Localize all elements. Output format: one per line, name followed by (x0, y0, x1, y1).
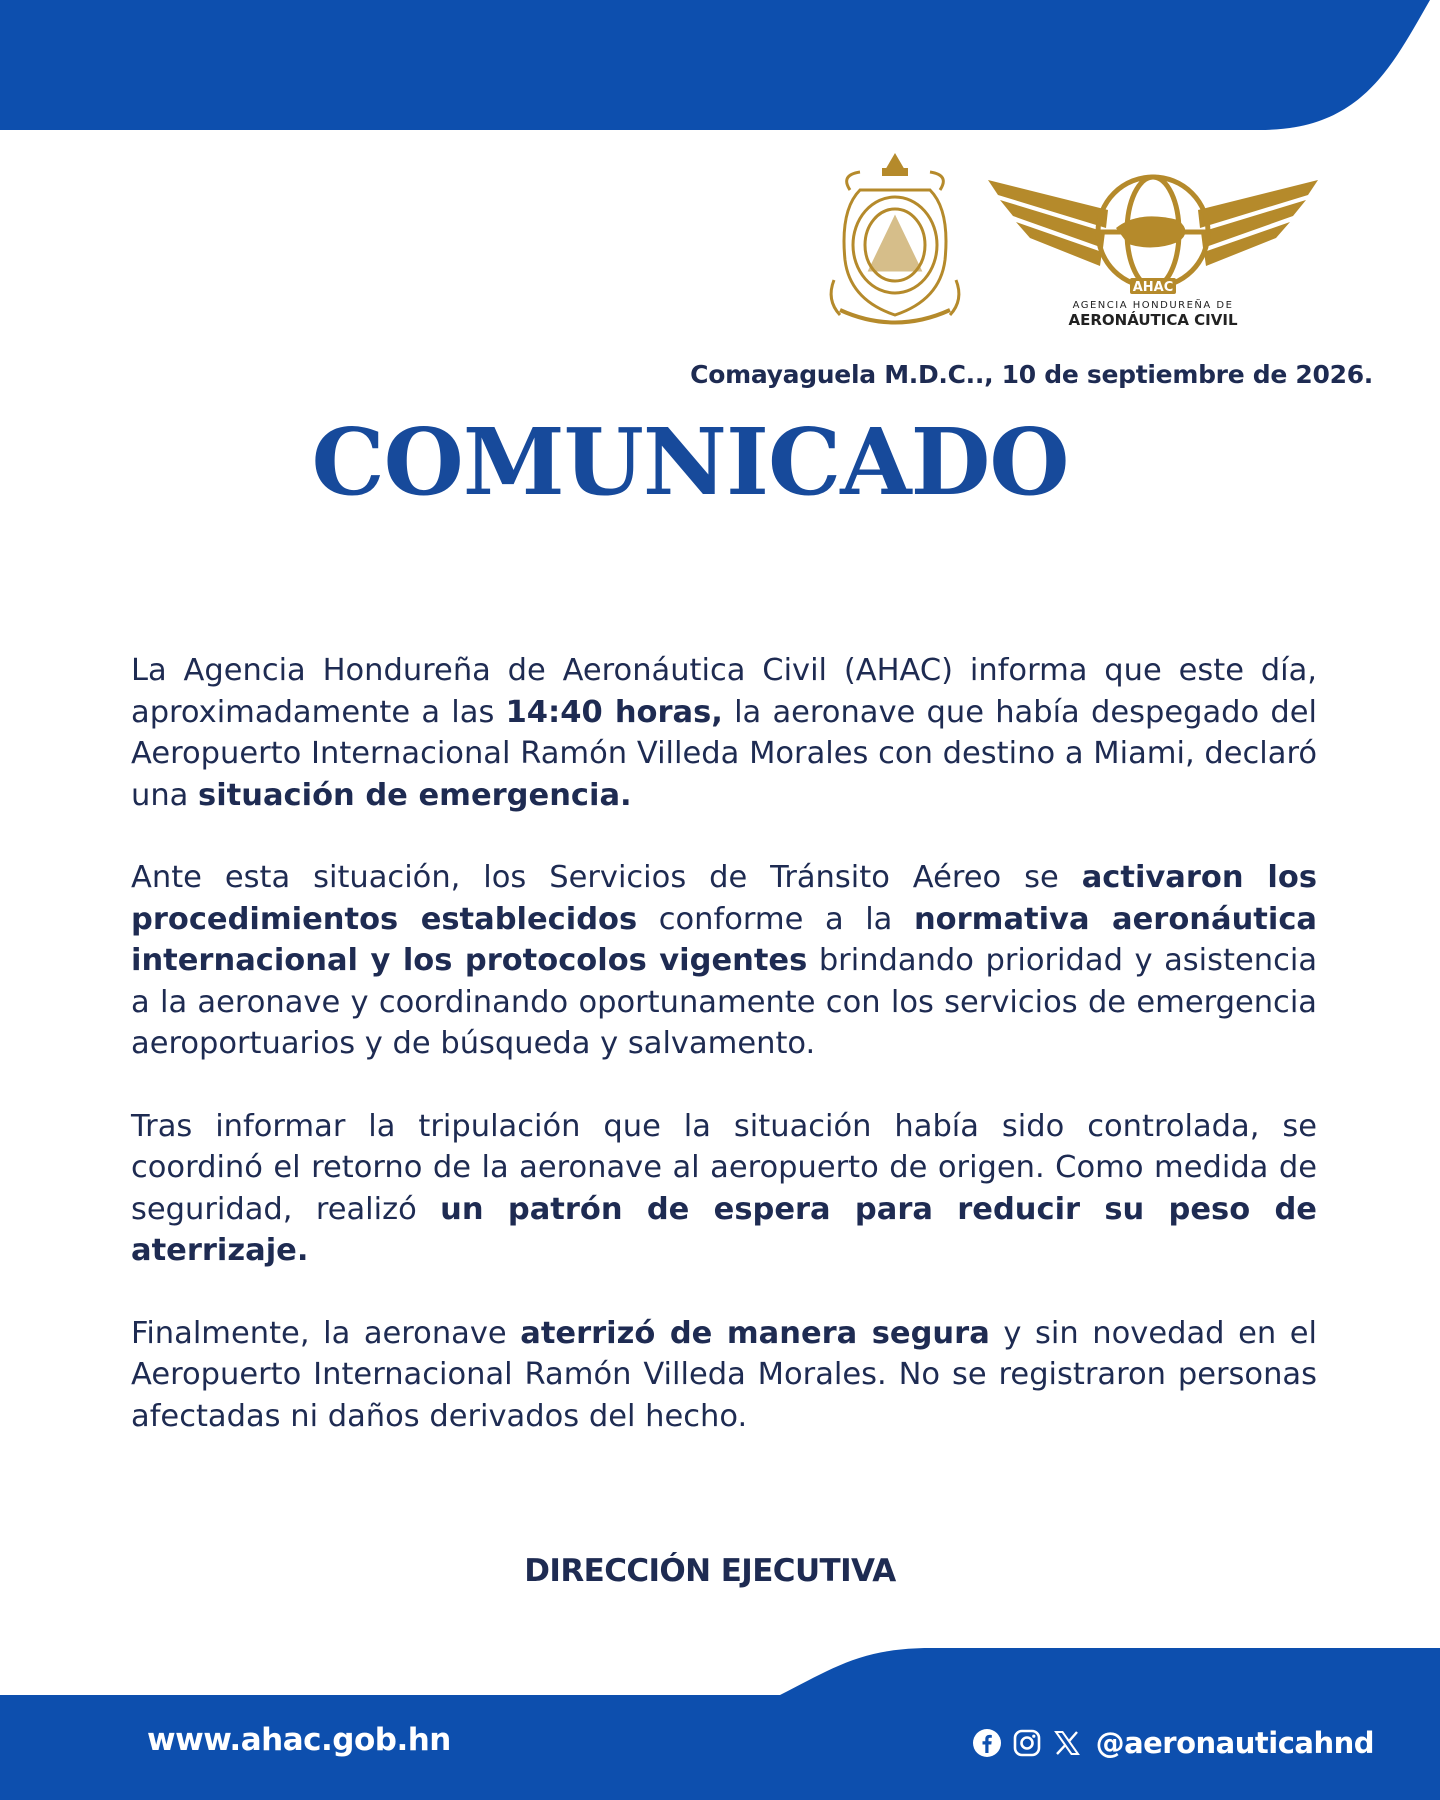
honduras-coat-of-arms-logo (820, 150, 970, 330)
paragraph (131, 1313, 1317, 1438)
paragraph-text: Finalmente, la aeronave (131, 1315, 521, 1351)
ahac-logo-caption (988, 300, 1318, 329)
paragraph (131, 650, 1317, 816)
paragraph-text: La Agencia Hondureña de Aeronáutica Civil (AHAC) informa que este día, aproximadamente a las (131, 653, 1317, 730)
paragraph-text: brindando prioridad y asistencia a la aeronave y coordinando oportunamente con los servicios de emergencia aeroportuarios y de búsqueda y salvamento. (131, 943, 1318, 1061)
logo-caption-line2: AERONÁUTICA CIVIL (1068, 310, 1238, 329)
date-line: Comayaguela M.D.C.., 10 de septiembre de 2026. (690, 360, 1373, 389)
top-header-band (0, 0, 1440, 140)
emphasized-text: situación de emergencia. (198, 777, 632, 813)
instagram-icon[interactable] (1012, 1728, 1042, 1758)
signature: DIRECCIÓN EJECUTIVA (524, 1553, 896, 1589)
ahac-badge-text: AHAC (1132, 280, 1174, 295)
social-handle[interactable]: @aeronauticahnd (1095, 1726, 1374, 1760)
website-link[interactable]: www.ahac.gob.hn (147, 1722, 451, 1758)
paragraph-text: la aeronave que había despegado del Aeropuerto Internacional Ramón Villeda Morales con destino a Miami, declaró una (131, 694, 1317, 813)
paragraph (131, 1106, 1317, 1272)
paragraph-text: conforme a la (637, 901, 914, 937)
paragraph-text: y sin novedad en el Aeropuerto Internacional Ramón Villeda Morales. No se registraron personas afectadas ni daños derivados del hecho. (131, 1315, 1317, 1434)
emphasized-text: aterrizó de manera segura (520, 1315, 990, 1351)
communique-body (131, 650, 1317, 1478)
emphasized-text: normativa aeronáutica internacional y los protocolos vigentes (131, 901, 1317, 978)
x-icon[interactable] (1052, 1728, 1082, 1758)
emphasized-text: un patrón de espera para reducir su peso de aterrizaje. (131, 1191, 1317, 1268)
emphasized-text: activaron los procedimientos establecidos (131, 860, 1317, 937)
emphasized-text: 14:40 horas, (505, 694, 723, 730)
page-title: COMUNICADO (311, 408, 1069, 516)
logo-caption-line1: AGENCIA HONDUREÑA DE (1072, 300, 1234, 311)
paragraph-text: Tras informar la tripulación que la situación había sido controlada, se coordinó el retorno de la aeronave al aeropuerto de origen. Como medida de seguridad, realizó (131, 1108, 1317, 1227)
header-logos (820, 150, 1380, 340)
facebook-icon[interactable] (972, 1728, 1002, 1758)
paragraph (131, 857, 1317, 1065)
social-links (972, 1720, 1374, 1766)
paragraph-text: Ante esta situación, los Servicios de Tránsito Aéreo se (131, 860, 1082, 895)
